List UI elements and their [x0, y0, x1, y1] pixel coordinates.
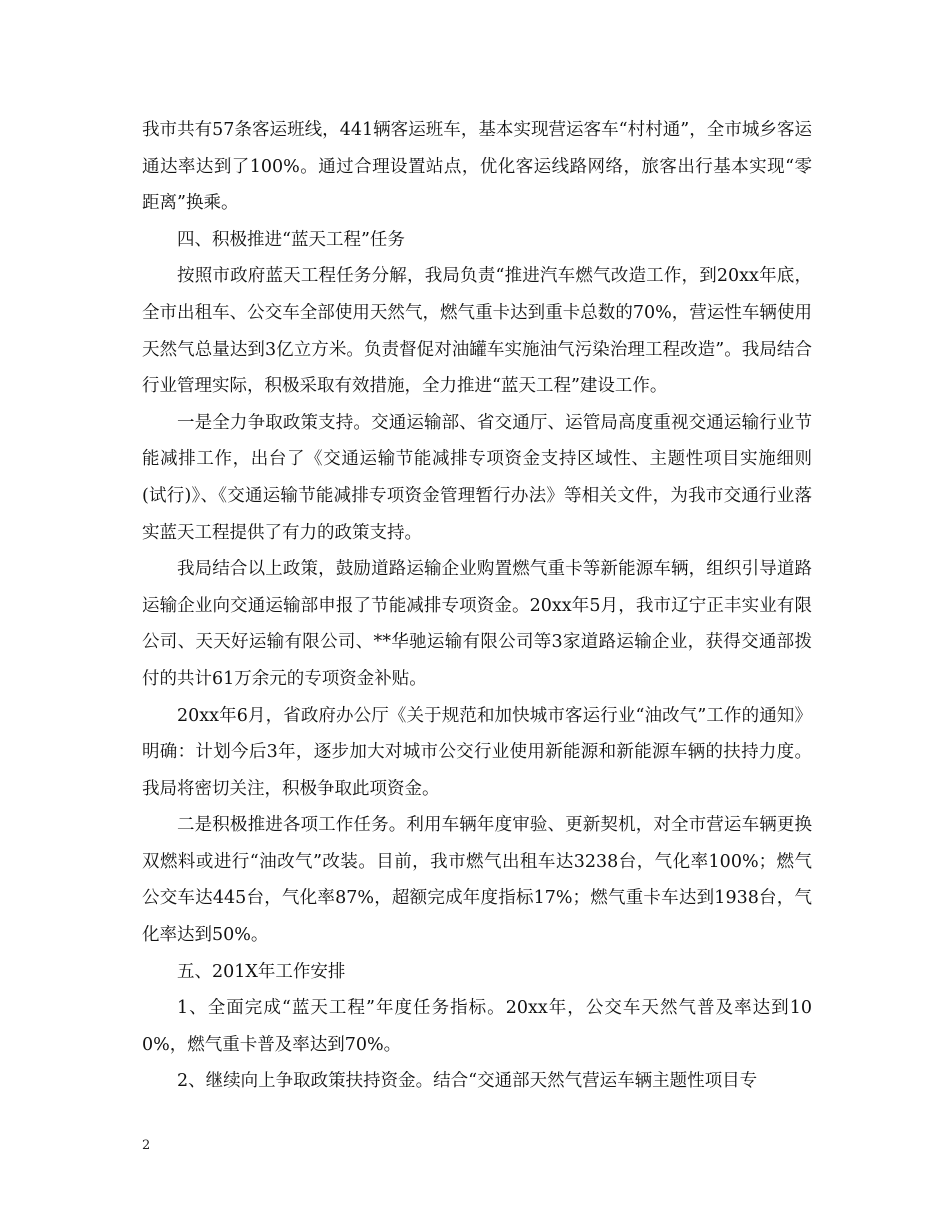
paragraph-task-breakdown: 按照市政府蓝天工程任务分解，我局负责“推进汽车燃气改造工作，到20xx年底，全市出租车、公交车全部使用天然气，燃气重卡达到重卡总数的70%，营运性车辆使用天然气总量达到3亿立方米。负责督促对油罐车实施油气污染治理工程改造”。我局结合行业管理实际，积极采取有效措施，全力推进“蓝天工程”建设工作。	[142, 266, 812, 397]
page-number: 2	[142, 1138, 151, 1153]
paragraph-transit-coverage: 我市共有57条客运班线，441辆客运班车，基本实现营运客车“村村通”，全市城乡客运通达率达到了100%。通过合理设置站点，优化客运线路网络，旅客出行基本实现“零距离”换乘。	[142, 120, 812, 214]
document-body	[142, 112, 812, 1100]
paragraph-subsidy: 我局结合以上政策，鼓励道路运输企业购置燃气重卡等新能源车辆，组织引导道路运输企业向交通运输部申报了节能减排专项资金。20xx年5月，我市辽宁正丰实业有限公司、天天好运输有限公司、**华驰运输有限公司等3家道路运输企业，获得交通部拨付的共计61万余元的专项资金补贴。	[142, 559, 812, 689]
paragraph-work-tasks: 二是积极推进各项工作任务。利用车辆年度审验、更新契机，对全市营运车辆更换双燃料或进行“油改气”改装。目前，我市燃气出租车达3238台，气化率100%；燃气公交车达445台，气化率87%，超额完成年度指标17%；燃气重卡车达到1938台，气化率达到50%。	[142, 815, 812, 946]
paragraph-gas-conversion-notice: 20xx年6月，省政府办公厅《关于规范和加快城市客运行业“油改气”工作的通知》明确：计划今后3年，逐步加大对城市公交行业使用新能源和新能源车辆的扶持力度。我局将密切关注，积极争取此项资金。	[142, 705, 812, 799]
paragraph-policy-support: 一是全力争取政策支持。交通运输部、省交通厅、运管局高度重视交通运输行业节能减排工作，出台了《交通运输节能减排专项资金支持区域性、主题性项目实施细则(试行)》、《交通运输节能减排专项资金管理暂行办法》等相关文件，为我市交通行业落实蓝天工程提供了有力的政策支持。	[142, 412, 812, 543]
heading-work-plan: 五、201X年工作安排	[177, 961, 346, 982]
paragraph-plan-item-1: 1、全面完成“蓝天工程”年度任务指标。20xx年，公交车天然气普及率达到100%，燃气重卡普及率达到70%。	[142, 998, 812, 1055]
heading-blue-sky-project: 四、积极推进“蓝天工程”任务	[177, 229, 405, 250]
paragraph-plan-item-2: 2、继续向上争取政策扶持资金。结合“交通部天然气营运车辆主题性项目专	[177, 1071, 758, 1092]
